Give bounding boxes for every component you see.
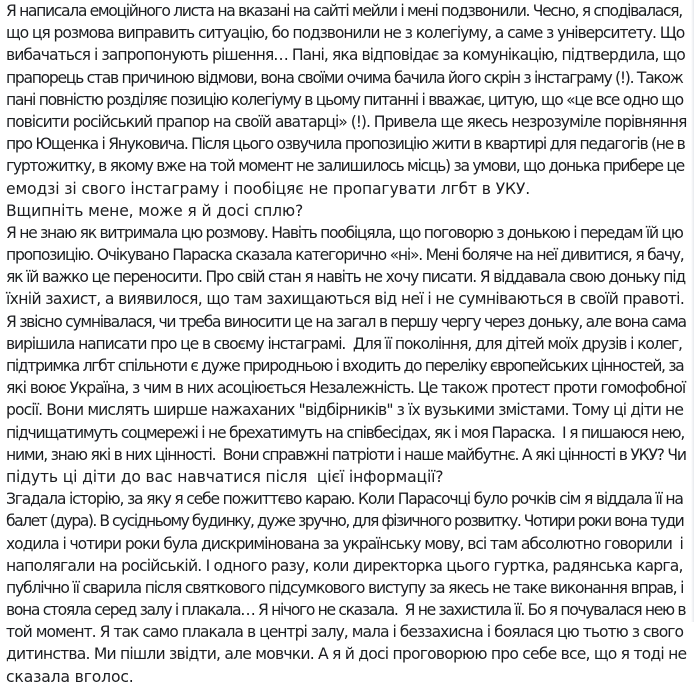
post-line: підуть ці діти до вас навчатися після цієї інформації? bbox=[6, 467, 444, 486]
post-line: Я написала емоційного листа на вказані на сайті мейли і мені подзвонили. Чесно, я сподівалася, bbox=[6, 2, 682, 20]
post-line: підтримка лгбт спільноти є дуже природньою і входить до переліку європейських цінностей, за bbox=[6, 357, 684, 375]
post-line: емодзі зі свого інстаграму і пообіцяє не пропагувати лгбт в УКУ. bbox=[6, 179, 531, 198]
post-line: які воює Україна, з чим в них асоціюється Незалежність. Це також протест проти гомофобної bbox=[6, 379, 686, 398]
post-line: той момент. Я так само плакала в центрі залу, мала і беззахисна і боялася цю тьотю з свого bbox=[6, 623, 684, 642]
post-line: повісити російський прапор на своїй аватарці» (!). Привела ще якесь незрозуміле порівняння bbox=[6, 112, 687, 131]
post-line: гуртожитку, в якому вже на той момент не залишилось місць) за умови, що донька прибере це bbox=[6, 157, 684, 176]
post-line: пані повністю розділяє позицію колегіуму в цьому питанні і вважає, цитую, що «це все одно що bbox=[6, 90, 683, 109]
post-line: росії. Вони мислять ширше нажаханих "відбірників" з їх вузькими змістами. Тому ці діти не bbox=[6, 401, 684, 420]
post-line: ходила і чотири роки була дискримінована за українську мову, всі там абсолютно говорили і bbox=[6, 534, 683, 553]
post-body bbox=[6, 0, 686, 688]
post-line: підчищатимуть соцмережі і не брехатимуть на співбесідах, як і моя Параска. І я пишаюся нею, bbox=[6, 423, 685, 442]
post-line: їхній захист, а виявилося, що там захищаються від неї і не сумніваються в своїй правоті. bbox=[6, 290, 685, 309]
post-line: про Ющенка і Януковича. Після цього озвучила пропозицію жити в квартирі для педагогів (не в bbox=[6, 135, 685, 154]
post-line: балет (дура). В сусідньому будинку, дуже зручно, для фізичного розвитку. Чотири роки вона туди bbox=[6, 512, 684, 531]
post-line: публічно її сварила після святкового підсумкового виступу за якесь не таке виконання вправ, і bbox=[6, 578, 684, 597]
post-line: вибачаться і запропонують рішення… Пані, яка відповідає за комунікацію, підтвердила, що bbox=[6, 46, 685, 65]
post-line: дитинства. Ми пішли звідти, але мовчки. А я й досі проговорюю про себе все, що я тоді не bbox=[6, 645, 687, 664]
post-line: Згадала історію, за яку я себе пожиттєво караю. Коли Парасочці було рочків сім я віддала її на bbox=[6, 490, 683, 509]
post-line: як їй важко це переносити. Про свій стан я навіть не хочу писати. Я віддавала свою доньку під bbox=[6, 268, 685, 287]
post-line: Я звісно сумнівалася, чи треба виносити це на загал в першу чергу через доньку, але вона сама bbox=[6, 312, 686, 331]
post-line: Вщипніть мене, може я й досі сплю? bbox=[6, 201, 304, 220]
post-line: наполягали на російській. І одного разу, коли директорка цього гуртка, радянська карга, bbox=[6, 556, 683, 575]
post-line: прапорець став причиною відмови, вона своїми очима бачила його скрін з інстаграму (!). Також bbox=[6, 68, 683, 87]
post-line: вирішила написати про це в своєму інстаграмі. Для її покоління, для дітей моїх друзів і колег, bbox=[6, 334, 682, 353]
post-line: що ця розмова виправить ситуацію, бо подзвонили не з колегіуму, а саме з університету. Що bbox=[6, 24, 685, 43]
post-line: пропозицію. Очікувано Параска сказала категорично «ні». Мені боляче на неї дивитися, я бачу, bbox=[6, 246, 684, 265]
post-line: сказала вголос. bbox=[6, 667, 134, 686]
post-line: Я не знаю як витримала цю розмову. Навіть пообіцяла, що поговорю з донькою і передам їй цю bbox=[6, 223, 683, 242]
post-line: ними, знаю які в них цінності. Вони справжні патріоти і наше майбутнє. А які цінності в УКУ? Чи bbox=[6, 445, 686, 464]
post-line: вона стояла серед залу і плакала… Я нічого не сказала. Я не захистила її. Бо я почувалася нею в bbox=[6, 601, 686, 620]
